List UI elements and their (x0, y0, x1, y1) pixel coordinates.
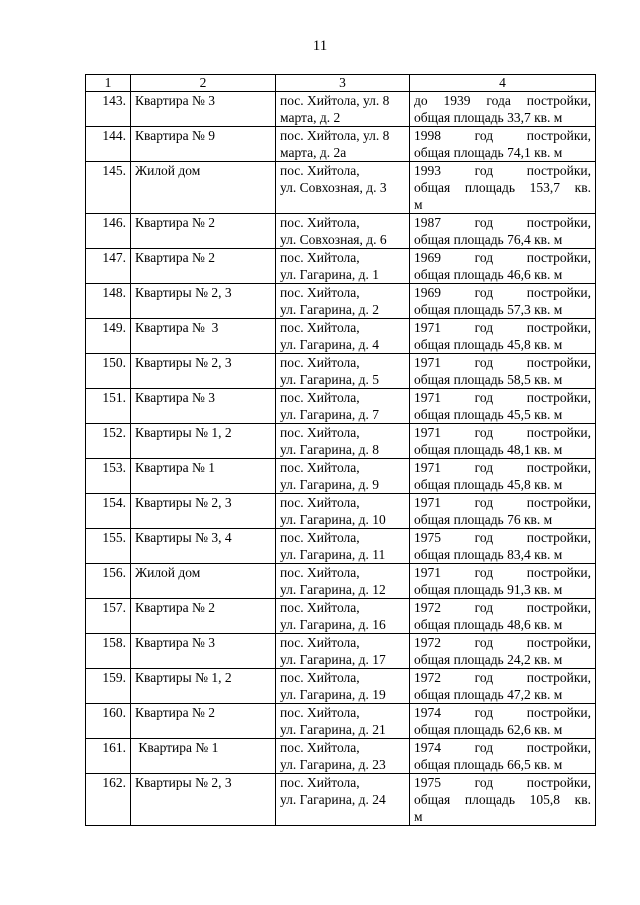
property-description (410, 634, 596, 669)
row-number: 162. (86, 774, 131, 826)
property-name: Квартира № 1 (131, 459, 276, 494)
property-name: Жилой дом (131, 162, 276, 214)
row-number: 144. (86, 127, 131, 162)
property-name: Квартиры № 1, 2 (131, 669, 276, 704)
property-name: Квартира № 2 (131, 214, 276, 249)
table-row (86, 529, 596, 564)
property-name: Квартира № 3 (131, 389, 276, 424)
property-address (276, 599, 410, 634)
table-row (86, 92, 596, 127)
address-line: марта, д. 2а (280, 145, 347, 160)
row-number: 156. (86, 564, 131, 599)
row-number: 157. (86, 599, 131, 634)
header-row (86, 75, 596, 92)
property-address (276, 284, 410, 319)
description-line: 1974 год постройки, (414, 740, 591, 755)
property-description (410, 494, 596, 529)
description-line: общая площадь 76 кв. м (414, 512, 553, 527)
row-number: 158. (86, 634, 131, 669)
property-address (276, 389, 410, 424)
description-line: 1998 год постройки, (414, 128, 591, 143)
table-row (86, 599, 596, 634)
description-line: общая площадь 57,3 кв. м (414, 302, 563, 317)
address-line: ул. Гагарина, д. 24 (280, 792, 386, 807)
address-line: ул. Гагарина, д. 19 (280, 687, 386, 702)
row-number: 152. (86, 424, 131, 459)
row-number: 154. (86, 494, 131, 529)
row-number: 146. (86, 214, 131, 249)
property-address (276, 424, 410, 459)
property-description (410, 739, 596, 774)
row-number: 143. (86, 92, 131, 127)
address-line: пос. Хийтола, (280, 495, 360, 510)
property-address (276, 354, 410, 389)
address-line: пос. Хийтола, (280, 565, 360, 580)
table-row (86, 739, 596, 774)
address-line: ул. Гагарина, д. 2 (280, 302, 379, 317)
row-number: 149. (86, 319, 131, 354)
description-line: общая площадь 58,5 кв. м (414, 372, 563, 387)
row-number: 155. (86, 529, 131, 564)
header-col-1: 1 (86, 75, 131, 92)
address-line: ул. Гагарина, д. 11 (280, 547, 386, 562)
table-row (86, 669, 596, 704)
description-line: общая площадь 91,3 кв. м (414, 582, 563, 597)
address-line: пос. Хийтола, (280, 320, 360, 335)
property-address (276, 459, 410, 494)
property-description (410, 459, 596, 494)
property-address (276, 319, 410, 354)
property-description (410, 774, 596, 826)
address-line: пос. Хийтола, (280, 250, 360, 265)
property-description (410, 389, 596, 424)
property-name: Квартира № 3 (131, 92, 276, 127)
description-line: 1971 год постройки, (414, 565, 591, 580)
property-description (410, 669, 596, 704)
property-address (276, 494, 410, 529)
description-line: общая площадь 76,4 кв. м (414, 232, 563, 247)
row-number: 145. (86, 162, 131, 214)
property-description (410, 162, 596, 214)
address-line: ул. Совхозная, д. 3 (280, 180, 387, 195)
description-line: общая площадь 48,6 кв. м (414, 617, 563, 632)
description-line: 1969 год постройки, (414, 285, 591, 300)
table-row (86, 459, 596, 494)
address-line: ул. Гагарина, д. 1 (280, 267, 379, 282)
row-number: 150. (86, 354, 131, 389)
property-description (410, 564, 596, 599)
address-line: ул. Гагарина, д. 12 (280, 582, 386, 597)
property-name: Квартиры № 1, 2 (131, 424, 276, 459)
description-line: м (414, 809, 423, 824)
property-address (276, 634, 410, 669)
description-line: 1971 год постройки, (414, 355, 591, 370)
address-line: ул. Гагарина, д. 17 (280, 652, 386, 667)
property-description (410, 599, 596, 634)
property-name: Квартира № 3 (131, 319, 276, 354)
description-line: 1971 год постройки, (414, 425, 591, 440)
property-description (410, 424, 596, 459)
property-description (410, 354, 596, 389)
table-row (86, 634, 596, 669)
property-table (85, 74, 596, 826)
table-row (86, 319, 596, 354)
description-line: 1972 год постройки, (414, 635, 591, 650)
property-name: Квартиры № 2, 3 (131, 774, 276, 826)
property-address (276, 739, 410, 774)
property-address (276, 564, 410, 599)
address-line: пос. Хийтола, (280, 215, 360, 230)
description-line: 1971 год постройки, (414, 390, 591, 405)
row-number: 153. (86, 459, 131, 494)
table-row (86, 704, 596, 739)
property-address (276, 214, 410, 249)
table-row (86, 424, 596, 459)
description-line: 1972 год постройки, (414, 670, 591, 685)
address-line: пос. Хийтола, (280, 600, 360, 615)
description-line: общая площадь 46,6 кв. м (414, 267, 563, 282)
property-description (410, 704, 596, 739)
address-line: пос. Хийтола, (280, 530, 360, 545)
description-line: общая площадь 66,5 кв. м (414, 757, 563, 772)
address-line: пос. Хийтола, (280, 740, 360, 755)
address-line: ул. Гагарина, д. 8 (280, 442, 379, 457)
property-name: Квартиры № 2, 3 (131, 284, 276, 319)
property-name: Жилой дом (131, 564, 276, 599)
property-name: Квартира № 2 (131, 704, 276, 739)
property-address (276, 774, 410, 826)
description-line: общая площадь 45,8 кв. м (414, 477, 563, 492)
address-line: пос. Хийтола, (280, 775, 360, 790)
property-address (276, 162, 410, 214)
table-row (86, 214, 596, 249)
property-address (276, 249, 410, 284)
address-line: пос. Хийтола, (280, 285, 360, 300)
address-line: пос. Хийтола, (280, 355, 360, 370)
address-line: пос. Хийтола, ул. 8 (280, 93, 390, 108)
description-line: общая площадь 105,8 кв. (414, 792, 591, 807)
table-row (86, 162, 596, 214)
table-row (86, 284, 596, 319)
description-line: общая площадь 24,2 кв. м (414, 652, 563, 667)
table-row (86, 354, 596, 389)
property-description (410, 529, 596, 564)
property-address (276, 92, 410, 127)
address-line: ул. Гагарина, д. 16 (280, 617, 386, 632)
property-name: Квартиры № 3, 4 (131, 529, 276, 564)
row-number: 151. (86, 389, 131, 424)
header-col-4: 4 (410, 75, 596, 92)
address-line: ул. Гагарина, д. 7 (280, 407, 379, 422)
property-address (276, 669, 410, 704)
description-line: 1971 год постройки, (414, 320, 591, 335)
description-line: 1987 год постройки, (414, 215, 591, 230)
description-line: 1974 год постройки, (414, 705, 591, 720)
header-col-2: 2 (131, 75, 276, 92)
property-name: Квартиры № 2, 3 (131, 354, 276, 389)
row-number: 161. (86, 739, 131, 774)
property-description (410, 127, 596, 162)
description-line: 1969 год постройки, (414, 250, 591, 265)
description-line: 1972 год постройки, (414, 600, 591, 615)
address-line: марта, д. 2 (280, 110, 341, 125)
address-line: ул. Гагарина, д. 21 (280, 722, 386, 737)
address-line: ул. Гагарина, д. 10 (280, 512, 386, 527)
property-address (276, 529, 410, 564)
property-description (410, 249, 596, 284)
table-row (86, 249, 596, 284)
property-name: Квартиры № 2, 3 (131, 494, 276, 529)
table-row (86, 494, 596, 529)
table-row (86, 127, 596, 162)
row-number: 160. (86, 704, 131, 739)
property-name: Квартира № 2 (131, 599, 276, 634)
address-line: ул. Гагарина, д. 23 (280, 757, 386, 772)
address-line: ул. Гагарина, д. 4 (280, 337, 379, 352)
row-number: 159. (86, 669, 131, 704)
description-line: 1975 год постройки, (414, 530, 591, 545)
description-line: общая площадь 48,1 кв. м (414, 442, 563, 457)
address-line: пос. Хийтола, (280, 425, 360, 440)
description-line: до 1939 года постройки, (414, 93, 591, 108)
description-line: 1971 год постройки, (414, 495, 591, 510)
description-line: общая площадь 33,7 кв. м (414, 110, 563, 125)
description-line: общая площадь 153,7 кв. (414, 180, 591, 195)
description-line: общая площадь 83,4 кв. м (414, 547, 563, 562)
address-line: ул. Гагарина, д. 5 (280, 372, 379, 387)
property-description (410, 214, 596, 249)
address-line: пос. Хийтола, (280, 460, 360, 475)
address-line: пос. Хийтола, (280, 670, 360, 685)
description-line: общая площадь 62,6 кв. м (414, 722, 563, 737)
description-line: общая площадь 45,5 кв. м (414, 407, 563, 422)
table-row (86, 389, 596, 424)
address-line: пос. Хийтола, (280, 705, 360, 720)
description-line: 1975 год постройки, (414, 775, 591, 790)
address-line: пос. Хийтола, ул. 8 (280, 128, 390, 143)
address-line: пос. Хийтола, (280, 390, 360, 405)
address-line: пос. Хийтола, (280, 163, 360, 178)
description-line: общая площадь 47,2 кв. м (414, 687, 563, 702)
page-number: 11 (312, 38, 328, 54)
property-name: Квартира № 3 (131, 634, 276, 669)
description-line: 1993 год постройки, (414, 163, 591, 178)
row-number: 147. (86, 249, 131, 284)
description-line: общая площадь 74,1 кв. м (414, 145, 563, 160)
property-description (410, 92, 596, 127)
row-number: 148. (86, 284, 131, 319)
address-line: пос. Хийтола, (280, 635, 360, 650)
property-description (410, 284, 596, 319)
description-line: 1971 год постройки, (414, 460, 591, 475)
address-line: ул. Совхозная, д. 6 (280, 232, 387, 247)
property-address (276, 704, 410, 739)
property-description (410, 319, 596, 354)
property-name: Квартира № 9 (131, 127, 276, 162)
property-name: Квартира № 2 (131, 249, 276, 284)
description-line: общая площадь 45,8 кв. м (414, 337, 563, 352)
table-row (86, 774, 596, 826)
table-row (86, 564, 596, 599)
header-col-3: 3 (276, 75, 410, 92)
property-name: Квартира № 1 (131, 739, 276, 774)
description-line: м (414, 197, 423, 212)
property-address (276, 127, 410, 162)
address-line: ул. Гагарина, д. 9 (280, 477, 379, 492)
